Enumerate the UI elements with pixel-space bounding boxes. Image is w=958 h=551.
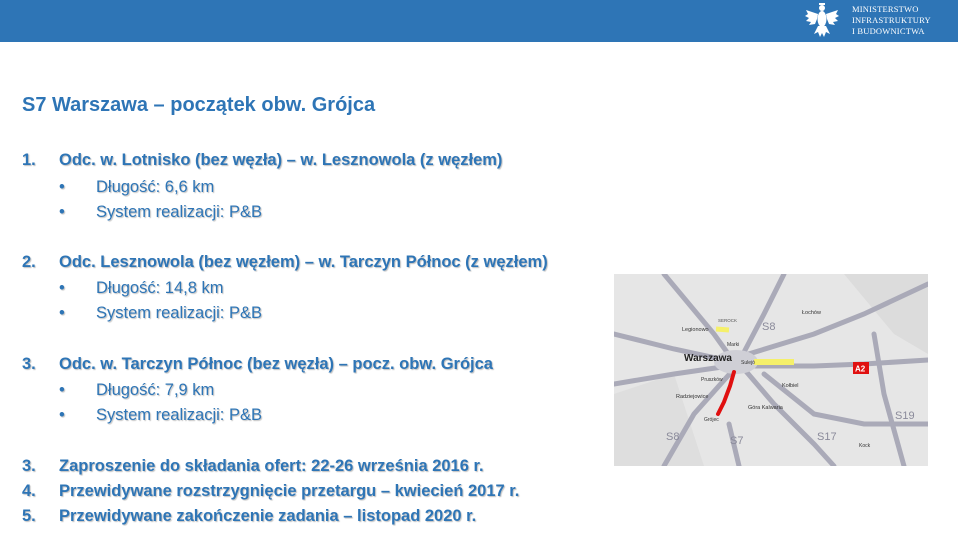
bullet-icon: • xyxy=(59,381,65,399)
footer-item-text: Przewidywane zakończenie zadania – listopad 2020 r. xyxy=(59,507,477,525)
place-label-warszawa: Warszawa xyxy=(684,353,732,364)
footer-item-number: 3. xyxy=(22,457,36,475)
bullet-icon: • xyxy=(59,304,65,322)
place-label: Pruszków xyxy=(701,377,723,383)
bullet-icon: • xyxy=(59,406,65,424)
section-text: Odc. w. Lotnisko (bez węzła) – w. Lesznowola (z węzłem) xyxy=(59,151,503,169)
section-number: 2. xyxy=(22,253,36,271)
yellow-route-segment xyxy=(716,329,729,330)
road-label-s8: S8 xyxy=(666,431,680,443)
section-number: 1. xyxy=(22,151,36,169)
road-label-s7: S7 xyxy=(730,435,744,447)
eagle-emblem-icon xyxy=(802,2,842,40)
road-label-s8: S8 xyxy=(762,321,776,333)
ministry-line: MINISTERSTWO xyxy=(852,4,919,14)
ministry-line: I BUDOWNICTWA xyxy=(852,26,925,36)
place-label: Kock xyxy=(859,443,871,449)
bullet-text: System realizacji: P&B xyxy=(96,406,262,424)
road-label-s19: S19 xyxy=(895,410,915,422)
slide-title: S7 Warszawa – początek obw. Grójca xyxy=(22,94,376,116)
bullet-icon: • xyxy=(59,178,65,196)
place-label: Legionowo xyxy=(682,327,709,333)
bullet-text: System realizacji: P&B xyxy=(96,304,262,322)
road-label-a2: A2 xyxy=(855,364,866,374)
route-map xyxy=(614,274,928,466)
bullet-text: Długość: 6,6 km xyxy=(96,178,215,196)
section-number: 3. xyxy=(22,355,36,373)
footer-item-text: Zaproszenie do składania ofert: 22-26 września 2016 r. xyxy=(59,457,484,475)
ministry-name xyxy=(852,4,931,37)
footer-item-number: 5. xyxy=(22,507,36,525)
bullet-icon: • xyxy=(59,203,65,221)
bullet-text: Długość: 7,9 km xyxy=(96,381,215,399)
place-label: Grójec xyxy=(704,417,719,423)
place-label: Łochów xyxy=(802,310,821,316)
footer-item-text: Przewidywane rozstrzygnięcie przetargu – kwiecień 2017 r. xyxy=(59,482,520,500)
place-label: Radziejowice xyxy=(676,394,709,400)
ministry-line: INFRASTRUKTURY xyxy=(852,15,931,25)
header-bar xyxy=(0,0,958,42)
section-text: Odc. w. Tarczyn Północ (bez węzła) – pocz. obw. Grójca xyxy=(59,355,493,373)
bullet-text: System realizacji: P&B xyxy=(96,203,262,221)
section-text: Odc. Lesznowola (bez węzłem) – w. Tarczyn Północ (z węzłem) xyxy=(59,253,548,271)
bullet-text: Długość: 14,8 km xyxy=(96,279,224,297)
footer-item-number: 4. xyxy=(22,482,36,500)
bullet-icon: • xyxy=(59,279,65,297)
place-label: Góra Kalwaria xyxy=(748,405,783,411)
place-label: Kołbiel xyxy=(782,383,799,389)
place-label: Marki xyxy=(727,342,740,348)
place-label: Sulejó xyxy=(741,360,755,366)
road-label-s17: S17 xyxy=(817,431,837,443)
place-label: SEROCK xyxy=(718,318,738,323)
